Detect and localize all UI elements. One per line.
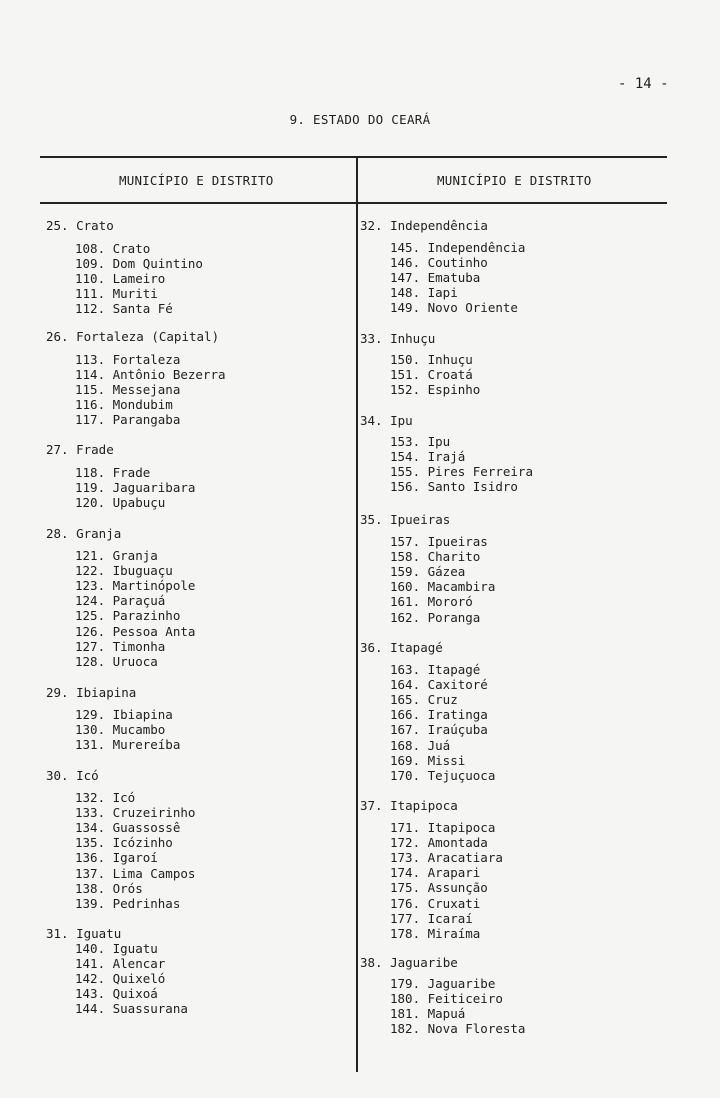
district-item: 126. Pessoa Anta xyxy=(75,623,196,639)
municipality-left-2: 27. Frade xyxy=(46,442,114,457)
district-item: 123. Martinópole xyxy=(75,578,196,594)
district-item: 156. Santo Isidro xyxy=(390,479,518,495)
municipality-right-2: 34. Ipu xyxy=(360,413,413,428)
district-item: 159. Gázea xyxy=(390,564,466,580)
district-item: 168. Juá xyxy=(390,737,451,753)
municipality-left-3: 28. Granja xyxy=(46,526,122,541)
district-item: 110. Lameiro xyxy=(75,271,166,287)
district-item: 131. Murereíba xyxy=(75,737,181,753)
district-item: 121. Granja xyxy=(75,548,158,563)
district-item: 157. Ipueiras xyxy=(390,534,488,549)
district-item: 128. Uruoca xyxy=(75,653,158,669)
district-item: 163. Itapagé xyxy=(390,662,481,677)
district-item: 172. Amontada xyxy=(390,835,488,851)
district-item: 119. Jaguaribara xyxy=(75,480,196,496)
district-item: 181. Mapuá xyxy=(390,1006,466,1022)
district-item: 112. Santa Fé xyxy=(75,301,173,317)
municipality-right-6: 38. Jaguaribe xyxy=(360,955,458,970)
district-item: 171. Itapipoca xyxy=(390,820,496,835)
district-item: 166. Iratinga xyxy=(390,707,488,723)
section-title: 9. ESTADO DO CEARÁ xyxy=(289,112,431,127)
left-column-header: MUNICÍPIO E DISTRITO xyxy=(119,173,274,188)
district-item: 149. Novo Oriente xyxy=(390,300,518,316)
district-item: 147. Ematuba xyxy=(390,270,481,286)
district-item: 145. Independência xyxy=(390,240,526,255)
district-item: 179. Jaguaribe xyxy=(390,976,496,991)
municipality-right-1: 33. Inhuçu xyxy=(360,331,436,346)
district-item: 113. Fortaleza xyxy=(75,352,181,367)
district-item: 137. Lima Campos xyxy=(75,865,196,881)
municipality-left-1: 26. Fortaleza (Capital) xyxy=(46,329,220,344)
district-item: 153. Ipu xyxy=(390,434,451,449)
municipality-left-4: 29. Ibiapina xyxy=(46,685,137,700)
district-item: 116. Mondubim xyxy=(75,397,173,413)
district-item: 134. Guassossê xyxy=(75,820,181,836)
district-item: 146. Coutinho xyxy=(390,255,488,271)
municipality-right-0: 32. Independência xyxy=(360,218,488,233)
district-item: 161. Mororó xyxy=(390,594,473,610)
district-item: 160. Macambira xyxy=(390,579,496,595)
district-item: 155. Pires Ferreira xyxy=(390,464,533,480)
district-item: 178. Miraíma xyxy=(390,925,481,941)
municipality-right-4: 36. Itapagé xyxy=(360,640,443,655)
district-item: 174. Arapari xyxy=(390,865,481,881)
district-item: 165. Cruz xyxy=(390,692,458,708)
district-item: 151. Croatá xyxy=(390,367,473,383)
district-item: 175. Assunção xyxy=(390,880,488,896)
district-item: 118. Frade xyxy=(75,465,151,480)
table-top-rule xyxy=(40,156,667,158)
district-item: 135. Icózinho xyxy=(75,835,173,851)
municipality-right-3: 35. Ipueiras xyxy=(360,512,451,527)
district-item: 143. Quixoá xyxy=(75,986,158,1002)
district-item: 142. Quixeló xyxy=(75,971,166,987)
district-item: 133. Cruzeirinho xyxy=(75,805,196,821)
district-item: 167. Iraúçuba xyxy=(390,722,488,738)
district-item: 180. Feiticeiro xyxy=(390,991,503,1007)
district-item: 125. Parazinho xyxy=(75,608,181,624)
district-item: 152. Espinho xyxy=(390,382,481,398)
municipality-left-6: 31. Iguatu xyxy=(46,926,122,941)
district-item: 141. Alencar xyxy=(75,956,166,972)
district-item: 170. Tejuçuoca xyxy=(390,767,496,783)
district-item: 158. Charito xyxy=(390,549,481,565)
district-item: 150. Inhuçu xyxy=(390,352,473,367)
district-item: 132. Icó xyxy=(75,790,136,805)
right-column-header: MUNICÍPIO E DISTRITO xyxy=(437,173,592,188)
district-item: 162. Poranga xyxy=(390,609,481,625)
district-item: 122. Ibuguaçu xyxy=(75,563,173,579)
district-item: 164. Caxitoré xyxy=(390,677,488,693)
page-number: - 14 - xyxy=(618,76,669,92)
district-item: 136. Igaroí xyxy=(75,850,158,866)
district-item: 148. Iapi xyxy=(390,285,458,301)
district-item: 114. Antônio Bezerra xyxy=(75,367,226,383)
table-header-rule xyxy=(40,202,667,204)
district-item: 177. Icaraí xyxy=(390,910,473,926)
district-item: 124. Paraçuá xyxy=(75,593,166,609)
district-item: 115. Messejana xyxy=(75,382,181,398)
district-item: 130. Mucambo xyxy=(75,722,166,738)
district-item: 120. Upabuçu xyxy=(75,495,166,511)
district-item: 127. Timonha xyxy=(75,638,166,654)
district-item: 154. Irajá xyxy=(390,449,466,465)
district-item: 182. Nova Floresta xyxy=(390,1021,526,1037)
district-item: 108. Crato xyxy=(75,241,151,256)
district-item: 138. Orós xyxy=(75,880,143,896)
district-item: 129. Ibiapina xyxy=(75,707,173,722)
district-item: 176. Cruxati xyxy=(390,895,481,911)
district-item: 139. Pedrinhas xyxy=(75,895,181,911)
district-item: 117. Parangaba xyxy=(75,412,181,428)
municipality-right-5: 37. Itapipoca xyxy=(360,798,458,813)
district-item: 144. Suassurana xyxy=(75,1001,188,1017)
district-item: 140. Iguatu xyxy=(75,941,158,956)
district-item: 173. Aracatiara xyxy=(390,850,503,866)
municipality-left-5: 30. Icó xyxy=(46,768,99,783)
district-item: 111. Muriti xyxy=(75,286,158,302)
district-item: 169. Missi xyxy=(390,752,466,768)
municipality-left-0: 25. Crato xyxy=(46,218,114,233)
district-item: 109. Dom Quintino xyxy=(75,256,203,272)
column-divider xyxy=(356,157,358,1072)
